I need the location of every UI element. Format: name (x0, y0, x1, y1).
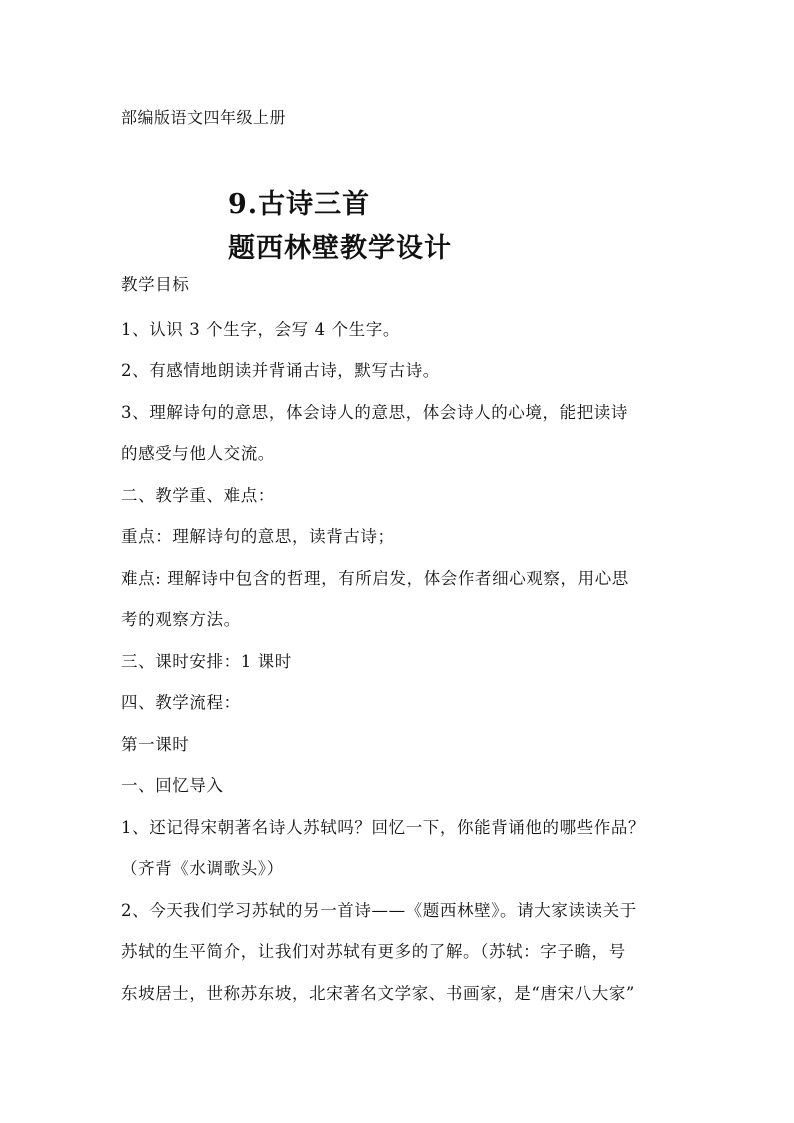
body-line: 1、认识 3 个生字，会写 4 个生字。 (121, 320, 400, 339)
body-line: 难点: 理解诗中包含的哲理，有所启发，体会作者细心观察，用心思 (121, 569, 629, 588)
body-line: 四、教学流程： (121, 693, 241, 712)
body-line: 1、还记得宋朝著名诗人苏轼吗？回忆一下，你能背诵他的哪些作品？ (121, 818, 646, 837)
body-line: 考的观察方法。 (121, 610, 241, 629)
body-line: 东坡居士，世称苏东坡，北宋著名文学家、书画家，是“唐宋八大家” (121, 984, 635, 1003)
body-line: 的感受与他人交流。 (121, 444, 275, 463)
body-line: 3、理解诗句的意思，体会诗人的意思，体会诗人的心境，能把读诗 (121, 403, 628, 422)
lesson-title: 9.古诗三首 (228, 189, 371, 220)
body-line: 教学目标 (121, 275, 190, 294)
body-line: （齐背《水调歌头》） (121, 859, 284, 878)
body-line: 三、课时安排：1 课时 (121, 652, 292, 671)
body-line: 苏轼的生平简介，让我们对苏轼有更多的了解。（苏轼：字子瞻，号 (121, 942, 626, 961)
body-line: 2、今天我们学习苏轼的另一首诗——《题西林壁》。请大家读读关于 (121, 901, 637, 920)
lesson-subtitle: 题西林壁教学设计 (228, 233, 452, 264)
body-line: 第一课时 (121, 735, 190, 754)
body-line: 重点：理解诗句的意思，读背古诗； (121, 527, 395, 546)
body-line: 一、回忆导入 (121, 776, 224, 795)
body-line: 二、教学重、难点： (121, 486, 275, 505)
document-header: 部编版语文四年级上册 (121, 108, 287, 127)
body-line: 2、有感情地朗读并背诵古诗，默写古诗。 (121, 361, 440, 380)
